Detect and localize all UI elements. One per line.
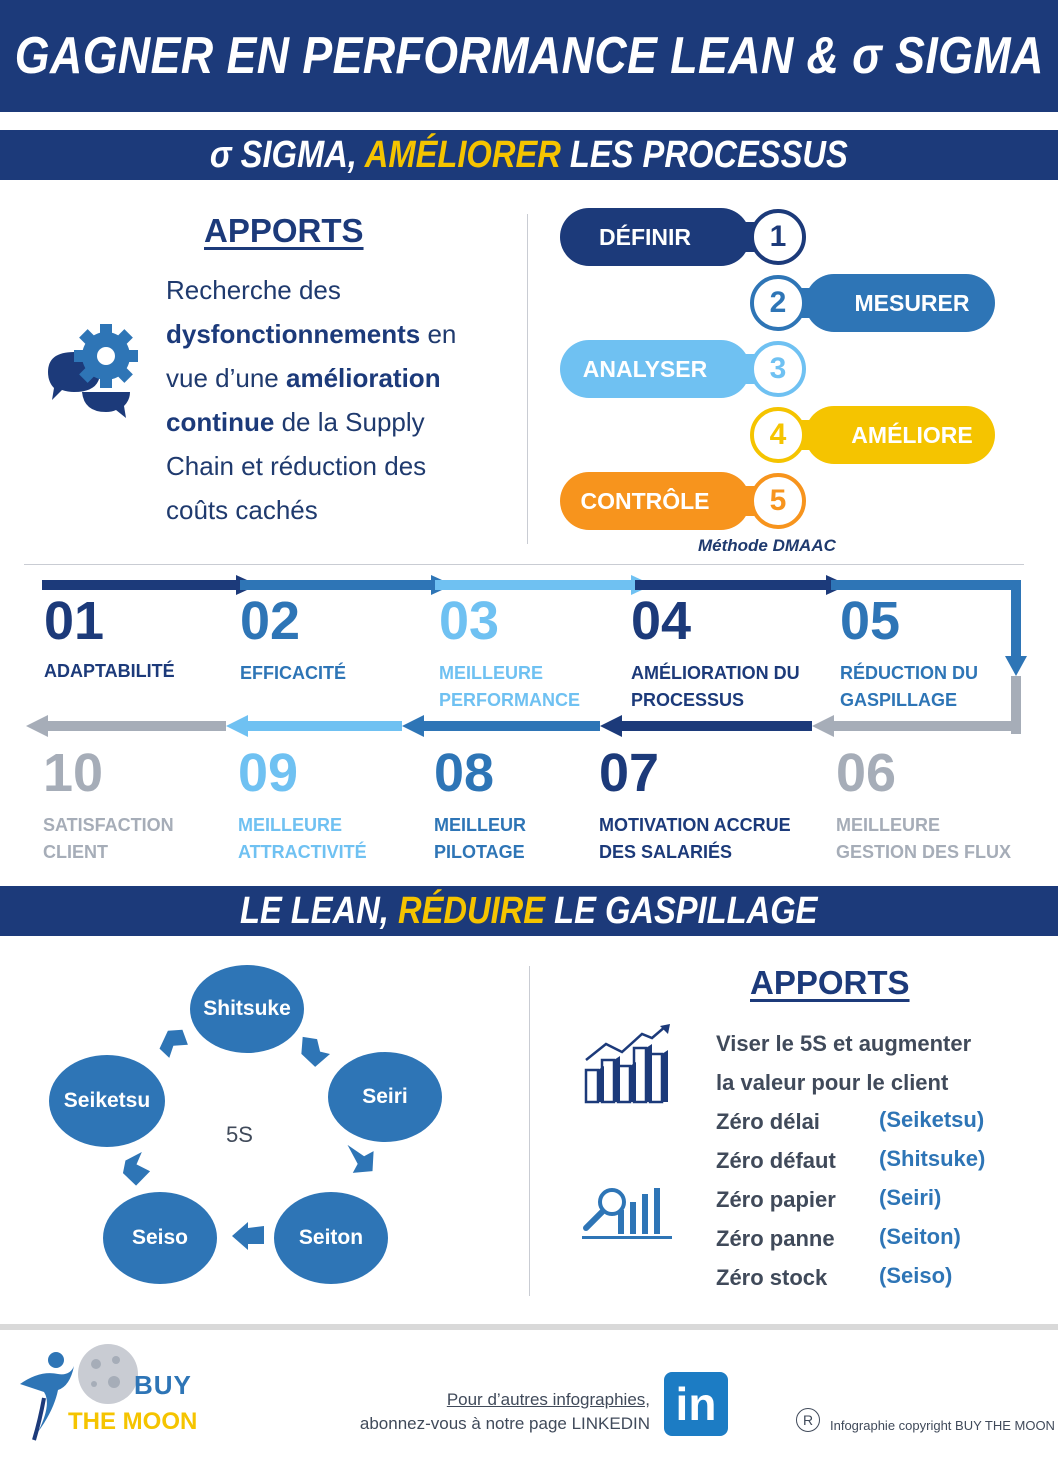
five-s-seiso: Seiso bbox=[103, 1192, 217, 1284]
logo-text-the-moon: THE MOON bbox=[68, 1408, 198, 1435]
dmaac-step-1-number: 1 bbox=[750, 209, 806, 265]
sigma-bottom-divider bbox=[24, 564, 1024, 565]
dmaac-step-5-number: 5 bbox=[750, 473, 806, 529]
arrow-10 bbox=[46, 721, 226, 731]
benefit-01 bbox=[44, 591, 175, 685]
footer-cta-subscribe: abonnez-vous à notre page LINKEDIN bbox=[359, 1414, 650, 1433]
lean-zero-label-4: Zéro panne bbox=[716, 1226, 835, 1251]
arrow-04 bbox=[635, 580, 831, 590]
lean-zero-label-5: Zéro stock bbox=[716, 1265, 828, 1290]
dmaac-step-2-label: MESURER bbox=[805, 274, 995, 332]
lean-section-title: LE LEAN, RÉDUIRE LE GASPILLAGE bbox=[240, 889, 818, 932]
lean-zero-tag-1: (Seiketsu) bbox=[879, 1107, 985, 1132]
lean-zero-tag-4: (Seiton) bbox=[879, 1224, 961, 1249]
dmaac-step-5-label: CONTRÔLE bbox=[560, 472, 750, 530]
footer-cta bbox=[330, 1388, 650, 1436]
benefit-07-number: 07 bbox=[599, 743, 660, 803]
benefit-03 bbox=[439, 591, 581, 714]
benefit-02-number: 02 bbox=[240, 591, 301, 651]
dmaac-step-3-number: 3 bbox=[750, 341, 806, 397]
benefit-03-number: 03 bbox=[439, 591, 500, 651]
page-header bbox=[0, 0, 1058, 112]
benefit-10 bbox=[43, 743, 174, 866]
copyright-text: Infographie copyright BUY THE MOON bbox=[830, 1418, 1055, 1433]
dmaac-caption: Méthode DMAAC bbox=[698, 536, 836, 555]
logo-text-buy: BUY bbox=[134, 1370, 192, 1400]
lean-divider bbox=[529, 966, 530, 1296]
five-s-seiri: Seiri bbox=[328, 1052, 442, 1142]
benefit-06-number: 06 bbox=[836, 743, 897, 803]
analytics-magnifier-icon bbox=[582, 1180, 674, 1245]
benefit-08-label: MEILLEUR PILOTAGE bbox=[434, 815, 526, 862]
lean-zero-tag-2: (Shitsuke) bbox=[879, 1146, 986, 1171]
dmaac-step-3-label: ANALYSER bbox=[560, 340, 750, 398]
lean-zero-tag-3: (Seiri) bbox=[879, 1185, 942, 1210]
benefit-07-label: MOTIVATION ACCRUE DES SALARIÉS bbox=[599, 815, 791, 862]
sigma-section-title: σ SIGMA, AMÉLIORER LES PROCESSUS bbox=[210, 133, 848, 176]
benefit-10-number: 10 bbox=[43, 743, 104, 803]
benefit-01-number: 01 bbox=[44, 591, 105, 651]
benefit-08-number: 08 bbox=[434, 743, 495, 803]
lean-zero-label-1: Zéro délai bbox=[716, 1109, 820, 1134]
sigma-apports-title: APPORTS bbox=[204, 212, 364, 249]
benefit-09-number: 09 bbox=[238, 743, 299, 803]
benefit-04 bbox=[631, 591, 800, 714]
five-s-seiton: Seiton bbox=[274, 1192, 388, 1284]
benefit-01-label: ADAPTABILITÉ bbox=[44, 661, 175, 681]
registered-trademark-icon: R bbox=[796, 1408, 820, 1432]
benefit-09-label: MEILLEURE ATTRACTIVITÉ bbox=[238, 815, 367, 862]
benefit-05-label: RÉDUCTION DU GASPILLAGE bbox=[840, 663, 978, 710]
five-s-shitsuke: Shitsuke bbox=[190, 965, 304, 1053]
footer-divider bbox=[0, 1324, 1058, 1330]
page-title: GAGNER EN PERFORMANCE LEAN & σ SIGMA bbox=[14, 27, 1044, 85]
benefit-03-label: MEILLEURE PERFORMANCE bbox=[439, 663, 581, 710]
arrow-08 bbox=[420, 721, 600, 731]
footer-cta-link[interactable]: Pour d’autres infographies, bbox=[446, 1390, 650, 1409]
five-s-center-label: 5S bbox=[226, 1122, 253, 1147]
benefit-04-number: 04 bbox=[631, 591, 692, 651]
lean-apports-text bbox=[716, 1024, 971, 1102]
sigma-divider bbox=[527, 214, 528, 544]
gear-chat-icon bbox=[44, 322, 140, 422]
benefit-05 bbox=[840, 591, 978, 714]
arrow-07 bbox=[620, 721, 812, 731]
bar-chart-growth-icon bbox=[582, 1024, 674, 1113]
dmaac-step-4-label: AMÉLIORE bbox=[805, 406, 995, 464]
lean-intro-line2: la valeur pour le client bbox=[716, 1070, 949, 1095]
dmaac-step-4-number: 4 bbox=[750, 407, 806, 463]
benefit-09 bbox=[238, 743, 367, 866]
lean-zero-label-2: Zéro défaut bbox=[716, 1148, 836, 1173]
benefit-06-label: MEILLEURE GESTION DES FLUX bbox=[836, 815, 1012, 862]
lean-section-band bbox=[0, 886, 1058, 936]
arrow-09 bbox=[244, 721, 402, 731]
benefit-06 bbox=[836, 743, 1012, 866]
lean-intro-line1: Viser le 5S et augmenter bbox=[716, 1031, 972, 1056]
benefit-02-label: EFFICACITÉ bbox=[240, 663, 346, 683]
five-s-seiketsu: Seiketsu bbox=[49, 1055, 165, 1147]
sigma-apports-text: Recherche des dysfonctionnements en vue d’une amélioration continue de la Supply Chain et réduction des coûts cachés bbox=[166, 275, 457, 525]
dmaac-step-1-label: DÉFINIR bbox=[560, 208, 750, 266]
benefit-08 bbox=[434, 743, 526, 866]
benefit-04-label: AMÉLIORATION DU PROCESSUS bbox=[631, 663, 800, 710]
benefit-07 bbox=[599, 743, 791, 866]
arrow-01 bbox=[42, 580, 240, 590]
arrow-02 bbox=[240, 580, 435, 590]
benefit-10-label: SATISFACTION CLIENT bbox=[43, 815, 174, 862]
buy-the-moon-logo[interactable] bbox=[10, 1340, 210, 1450]
benefit-02 bbox=[240, 591, 346, 687]
sigma-section-band bbox=[0, 130, 1058, 180]
arrow-05 bbox=[831, 580, 1021, 590]
lean-apports-title: APPORTS bbox=[750, 964, 910, 1001]
lean-zero-label-3: Zéro papier bbox=[716, 1187, 836, 1212]
arrow-03 bbox=[435, 580, 635, 590]
dmaac-step-2-number: 2 bbox=[750, 275, 806, 331]
lean-zero-tag-5: (Seiso) bbox=[879, 1263, 953, 1288]
linkedin-icon[interactable]: in bbox=[664, 1372, 728, 1436]
benefit-05-number: 05 bbox=[840, 591, 901, 651]
